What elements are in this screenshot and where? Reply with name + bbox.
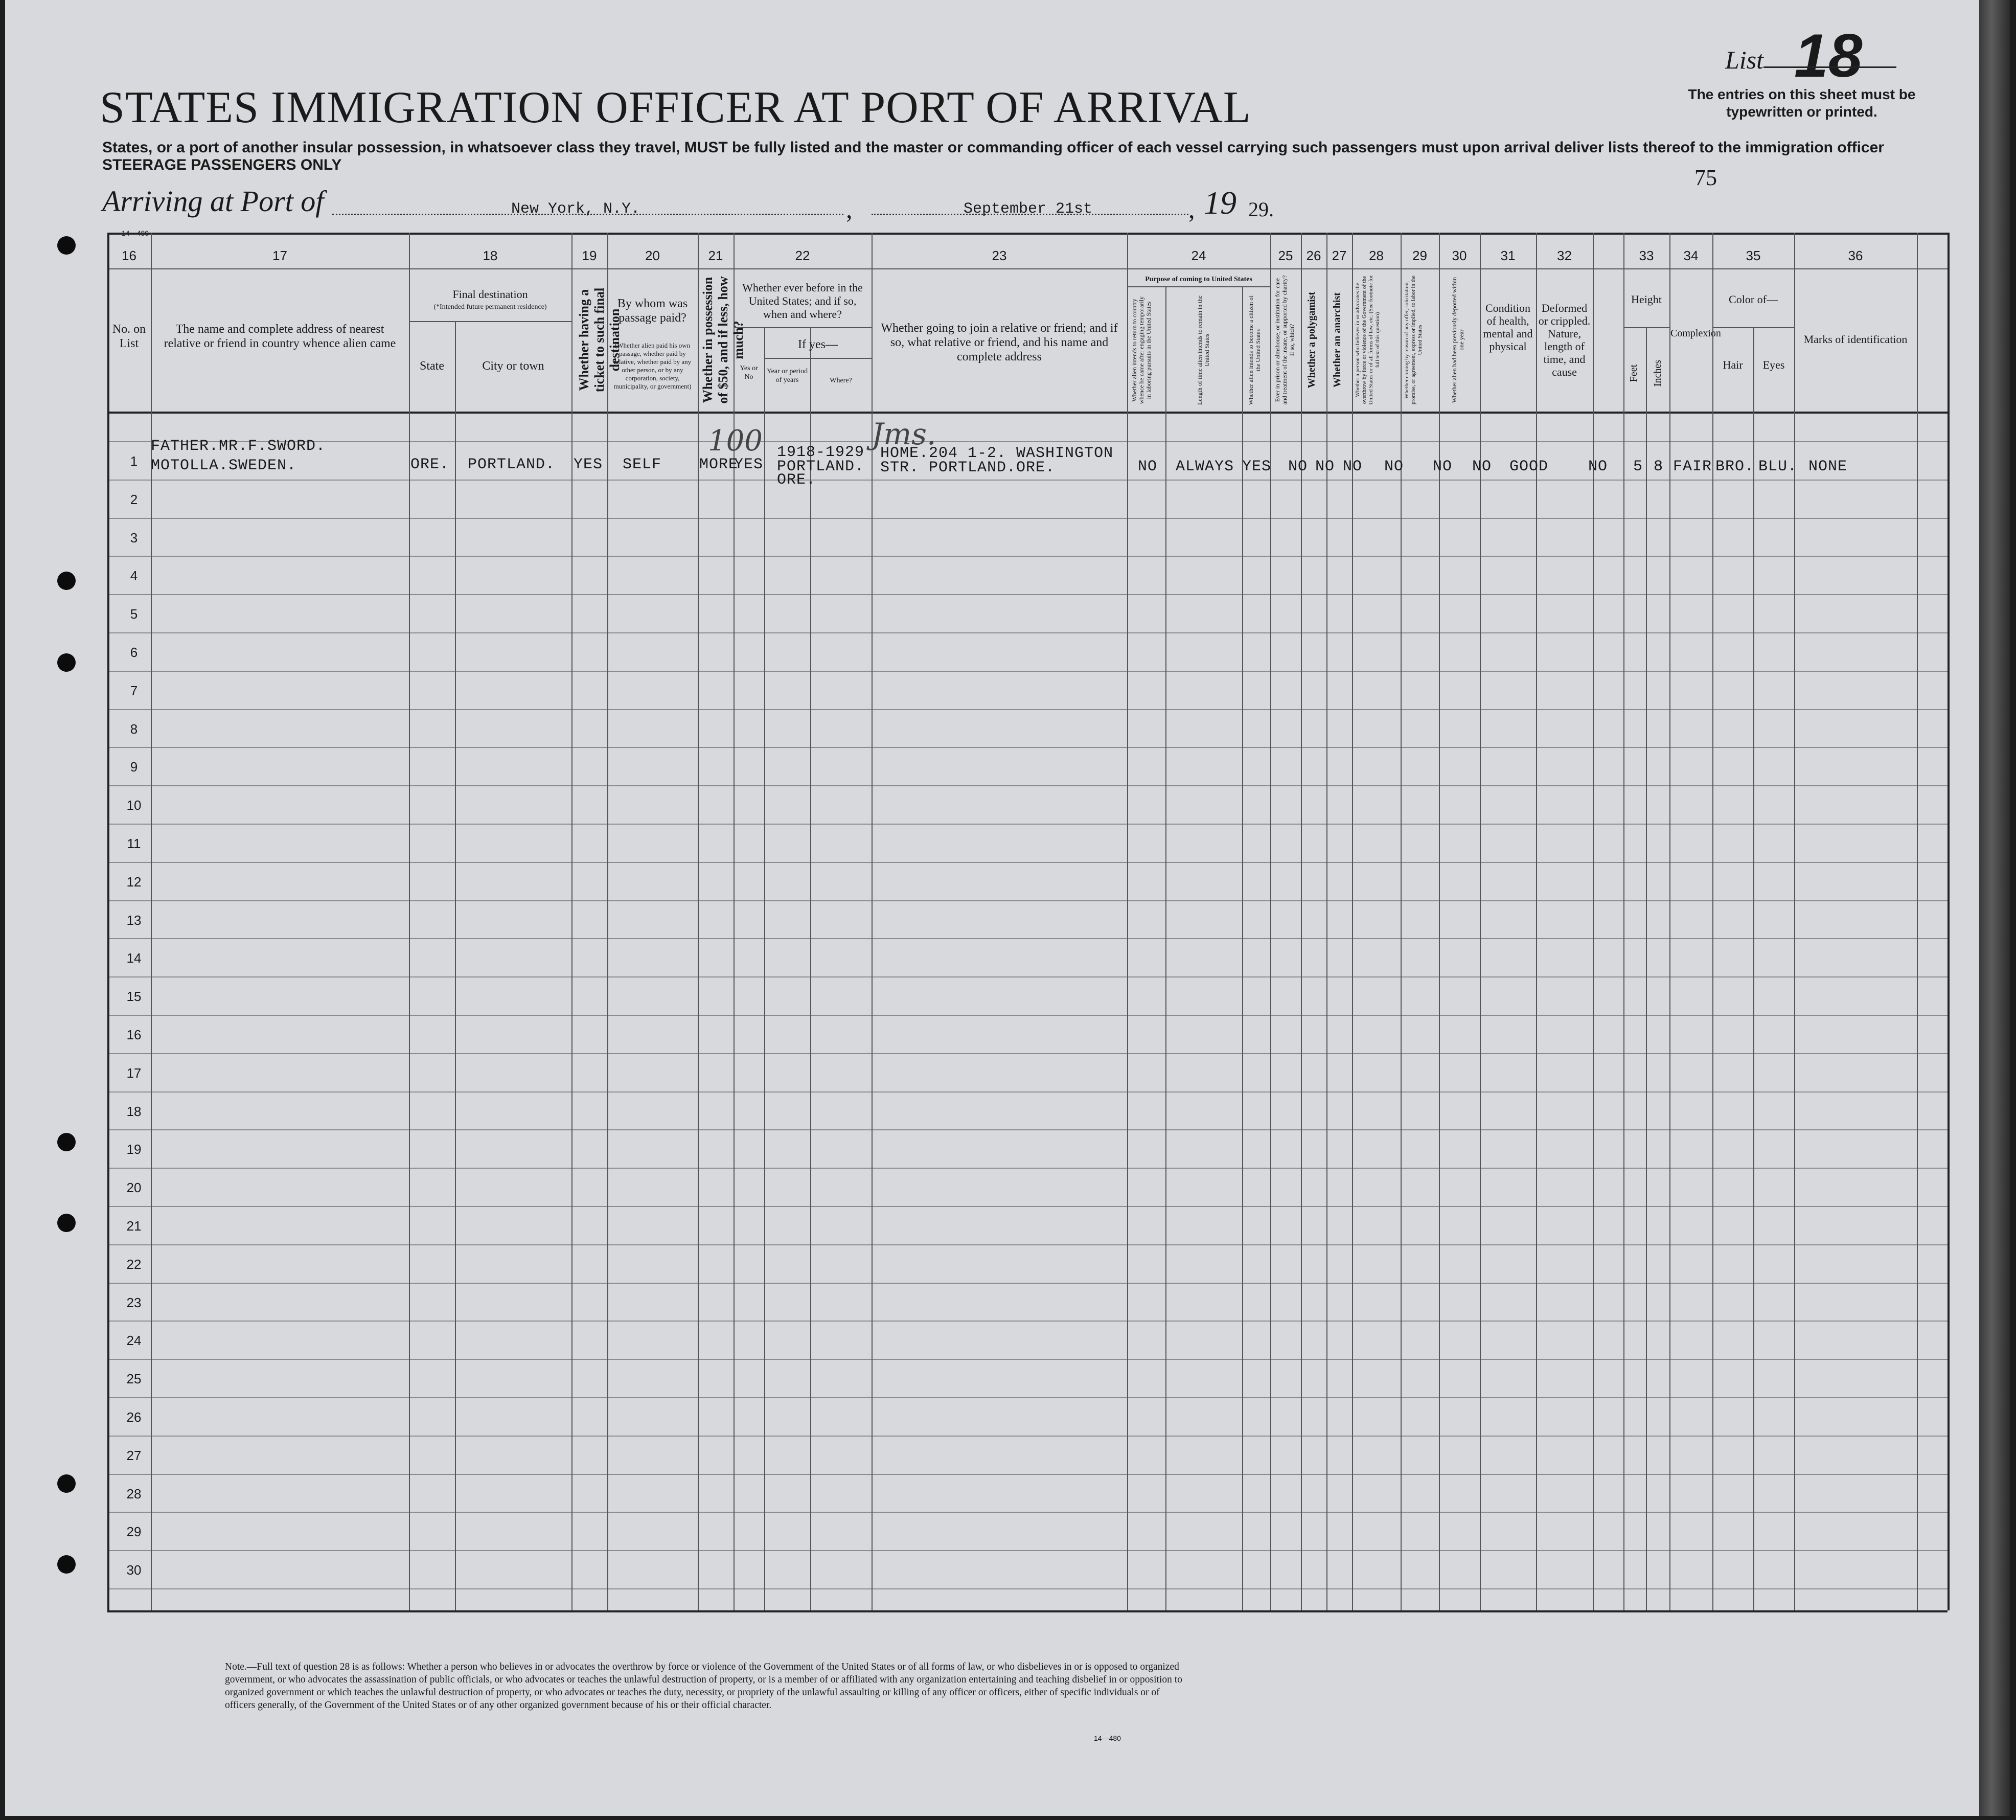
arriving-label: Arriving at Port of [102, 185, 324, 218]
purpose-subrule [1127, 286, 1270, 287]
header-ever-before: Whether ever before in the United States; and if so, when and where? [742, 281, 863, 321]
row-number: 30 [126, 1562, 142, 1578]
health-value: GOOD [1509, 458, 1549, 475]
ever-before-subrule [734, 327, 872, 328]
row-divider [107, 900, 1948, 901]
row-divider [107, 594, 1948, 595]
row-number: 2 [130, 492, 138, 507]
column-number: 18 [483, 248, 498, 263]
binder-hole [57, 1214, 76, 1232]
final-state: ORE. [410, 456, 450, 473]
row-divider [107, 556, 1948, 557]
form-code-top: 14—480 [122, 229, 149, 237]
header-complexion: Complexion [1670, 328, 1721, 339]
row-divider [107, 1397, 1948, 1398]
column-number: 34 [1683, 248, 1699, 263]
row-divider [107, 1512, 1948, 1513]
header-deported: Whether alien had been previously deported within one year [1451, 277, 1465, 403]
header-state: State [420, 359, 444, 373]
form-code-bottom: 14—480 [1094, 1734, 1121, 1742]
table-top-rule [107, 233, 1948, 235]
purpose-return: NO [1138, 458, 1158, 475]
binder-hole [57, 1133, 76, 1151]
before-period: 1918-1929 [777, 444, 865, 461]
header-no-on-list: No. on List [112, 323, 146, 350]
row-divider [107, 441, 1948, 442]
complexion-value: FAIR [1673, 458, 1712, 475]
column-divider [1480, 233, 1481, 1610]
column-number: 32 [1557, 248, 1572, 263]
column-divider [1917, 233, 1918, 1610]
manifest-sheet [5, 0, 1982, 1816]
row-number: 22 [126, 1257, 142, 1272]
column-number: 24 [1191, 248, 1206, 263]
before-where-line-2: ORE. [777, 471, 816, 489]
table-bottom-rule [107, 1610, 1948, 1612]
row-number: 25 [126, 1371, 142, 1386]
header-deformed: Deformed or crippled. Nature, length of time, and cause [1538, 302, 1591, 378]
binder-hole [57, 572, 76, 590]
row-divider [107, 824, 1948, 825]
row-number: 8 [130, 721, 138, 737]
column-divider [1712, 233, 1713, 1610]
comma-1: , [846, 195, 853, 223]
column-number-rule [107, 268, 1948, 269]
column-number: 19 [582, 248, 597, 263]
column-number: 21 [708, 248, 723, 263]
row-divider [107, 785, 1948, 786]
row-number: 13 [126, 913, 142, 928]
row-divider [107, 709, 1948, 710]
if-yes-subrule [764, 358, 872, 359]
column-divider [1401, 233, 1402, 1610]
money-handwritten: 100 [708, 424, 763, 458]
column-divider [1270, 233, 1271, 1610]
binder-hole [57, 653, 76, 672]
final-city: PORTLAND. [468, 456, 556, 473]
column-divider [409, 233, 410, 1610]
deported-value: NO [1472, 458, 1492, 475]
row-number: 23 [126, 1295, 142, 1310]
header-passage-paid: By whom was passage paid? [617, 297, 688, 325]
row-number: 28 [126, 1486, 142, 1502]
column-divider [1439, 233, 1440, 1610]
marks-value: NONE [1808, 458, 1848, 475]
row-divider [107, 1283, 1948, 1284]
header-feet: Feet [1628, 364, 1639, 382]
row-divider [107, 1474, 1948, 1475]
header-anarchist: Whether an anarchist [1332, 292, 1343, 388]
header-period: Year or period of years [766, 368, 808, 384]
column-divider [698, 233, 699, 1610]
column-divider [1753, 327, 1754, 1610]
header-prison: Ever in prison or almshouse, or institution for care and treatment of the insane, or supported by charity? If so, which? [1274, 275, 1295, 405]
row-number: 19 [126, 1142, 142, 1157]
row-divider [107, 480, 1948, 481]
row-number: 27 [126, 1448, 142, 1463]
row-divider [107, 1436, 1948, 1437]
header-inches: Inches [1652, 359, 1663, 387]
column-number: 36 [1848, 248, 1863, 263]
column-divider [1165, 286, 1166, 1610]
column-divider [1301, 233, 1302, 1610]
header-yes-no: Yes or No [740, 365, 758, 381]
header-final-destination-note: (*Intended future permanent residence) [433, 303, 547, 311]
height-inches: 8 [1654, 458, 1664, 475]
paid-by-value: SELF [623, 456, 662, 473]
column-divider [1593, 233, 1594, 1610]
deformed-value: NO [1588, 458, 1608, 475]
column-divider [1646, 327, 1647, 1610]
row-number: 16 [126, 1027, 142, 1042]
column-number: 25 [1278, 248, 1293, 263]
row-divider [107, 976, 1948, 977]
row-divider [107, 1091, 1948, 1093]
purpose-length: ALWAYS [1176, 458, 1234, 475]
relative-line-2: MOTOLLA.SWEDEN. [151, 457, 297, 474]
column-divider [1623, 233, 1624, 1610]
header-health: Condition of health, mental and physical [1483, 302, 1533, 353]
year-suffix: 29. [1248, 198, 1274, 221]
header-where: Where? [830, 377, 852, 384]
list-number: 18 [1794, 21, 1863, 90]
row-number: 17 [126, 1065, 142, 1081]
subtitle-line-2: STEERAGE PASSENGERS ONLY [102, 156, 342, 173]
header-city: City or town [482, 359, 544, 373]
column-divider [1536, 233, 1537, 1610]
row-number: 14 [126, 950, 142, 966]
header-overthrow: Whether a person who believes in or advocates the overthrow by force or violence of the Government of the United States or of all forms of law, etc. (See footnote for full text of this question) [1355, 275, 1381, 405]
row-number: 29 [126, 1524, 142, 1539]
column-number: 17 [272, 248, 287, 263]
row-number: 11 [127, 836, 141, 851]
row-number: 12 [126, 874, 142, 890]
row-number: 24 [126, 1333, 142, 1348]
row-divider [107, 1244, 1948, 1245]
column-number: 29 [1412, 248, 1427, 263]
row-divider [107, 862, 1948, 863]
row-number: 1 [130, 453, 138, 469]
column-number: 22 [795, 248, 810, 263]
column-divider [1127, 233, 1128, 1610]
row-number: 3 [130, 530, 138, 545]
row-divider [107, 1359, 1948, 1360]
row-divider [107, 671, 1948, 672]
year-prefix: 19 [1204, 185, 1236, 221]
list-label: List [1725, 46, 1764, 74]
column-divider [107, 233, 109, 1610]
column-number: 23 [992, 248, 1007, 263]
header-money: Whether in possession of $50, and if less, how much? [700, 276, 746, 404]
row-divider [107, 1206, 1948, 1207]
row-divider [107, 938, 1948, 939]
join-line-2: STR. PORTLAND.ORE. [880, 459, 1056, 476]
header-final-destination: Final destination [452, 288, 528, 301]
header-polygamist: Whether a polygamist [1306, 291, 1317, 389]
port-of-arrival: New York, N.Y. [511, 200, 640, 218]
row-number: 20 [126, 1180, 142, 1195]
column-number: 30 [1452, 248, 1467, 263]
column-divider [1352, 233, 1353, 1610]
row-divider [107, 518, 1948, 519]
typewritten-note: The entries on this sheet must be typewritten or printed. [1688, 86, 1916, 120]
join-line-1: HOME.204 1-2. WASHINGTON [880, 445, 1114, 462]
column-divider [571, 233, 572, 1610]
subtitle-line-1: States, or a port of another insular possession, in whatsoever class they travel, MUST be fully listed and the master or commanding officer of each vessel carrying such passengers must upon arrival deliver lists thereof to the immigration officer [102, 139, 1884, 156]
column-divider [1242, 286, 1243, 1610]
column-divider [1669, 233, 1670, 1610]
before-yes-no: YES [734, 456, 764, 473]
header-purpose-length: Length of time alien intends to remain in the United States [1196, 295, 1210, 405]
header-passage-paid-note: (Whether alien paid his own passage, whether paid by relative, whether paid by any other person, or by any corporation, society, municipality, or government) [613, 342, 692, 390]
prison-value: NO [1288, 458, 1308, 475]
column-divider [1326, 233, 1327, 1610]
binder-hole [57, 1474, 76, 1493]
header-bottom-rule [107, 412, 1948, 414]
join-handwritten: Jms. [872, 417, 936, 451]
before-where-line-1: PORTLAND. [777, 458, 865, 475]
row-divider [107, 1015, 1948, 1016]
column-divider [1948, 233, 1950, 1610]
labor-offer-value: NO [1433, 458, 1453, 475]
row-number: 4 [130, 568, 138, 583]
header-eyes: Eyes [1762, 358, 1785, 371]
row-number: 5 [130, 606, 138, 622]
overthrow-value: NO [1384, 458, 1404, 475]
header-ticket: Whether having a ticket to such final destination [577, 287, 622, 393]
row-divider [107, 1129, 1948, 1130]
header-purpose-citizen: Whether alien intends to become a citizen of the United States [1247, 295, 1262, 405]
column-number: 35 [1746, 248, 1761, 263]
binder-hole [57, 236, 76, 255]
purpose-citizen: YES [1242, 458, 1272, 475]
row-divider [107, 632, 1948, 633]
row-number: 15 [126, 989, 142, 1004]
header-hair: Hair [1723, 358, 1743, 371]
header-color-of: Color of— [1729, 293, 1778, 306]
arrival-date: September 21st [964, 200, 1093, 218]
row-divider [107, 1321, 1948, 1322]
polygamist-value: NO [1315, 458, 1335, 475]
row-number: 7 [130, 683, 138, 698]
column-number: 26 [1306, 248, 1321, 263]
binder-hole [57, 1555, 76, 1574]
anarchist-value: NO [1343, 458, 1363, 475]
row-number: 6 [130, 645, 138, 660]
row-divider [107, 1550, 1948, 1551]
header-labor-offer: Whether coming by reason of any offer, solicitation, promise, or agreement, express or implied, to labor in the United States [1404, 275, 1423, 405]
relative-line-1: FATHER.MR.F.SWORD. [151, 438, 326, 455]
header-purpose-return: Whether alien intends to return to country whence he came after engaging temporarily in laboring pursuits in the United States [1131, 296, 1152, 404]
row-divider [107, 1588, 1948, 1589]
list-underline [1763, 66, 1896, 68]
column-divider [607, 233, 608, 1610]
column-number: 27 [1332, 248, 1347, 263]
height-feet: 5 [1633, 458, 1643, 475]
column-number: 28 [1369, 248, 1384, 263]
hair-value: BRO. [1715, 458, 1755, 475]
column-divider [810, 327, 811, 1610]
column-divider [764, 327, 765, 1610]
header-height: Height [1631, 293, 1662, 306]
column-number: 16 [122, 248, 136, 263]
row-number: 10 [126, 798, 142, 813]
row-divider [107, 1168, 1948, 1169]
column-number: 33 [1639, 248, 1654, 263]
row-number: 18 [126, 1104, 142, 1119]
header-purpose: Purpose of coming to United States [1145, 276, 1252, 283]
sheet-stamp-number: 75 [1694, 165, 1717, 190]
column-number: 31 [1500, 248, 1516, 263]
comma-2: , [1188, 195, 1195, 223]
column-divider [455, 321, 456, 1610]
header-join-relative: Whether going to join a relative or friend; and if so, what relative or friend, and his name and complete address [881, 322, 1118, 363]
row-divider [107, 1053, 1948, 1054]
header-nearest-relative: The name and complete address of nearest relative or friend in country whence alien came [164, 323, 396, 350]
destination-subrule [409, 321, 571, 322]
row-divider [107, 747, 1948, 748]
ticket-value: YES [574, 456, 603, 473]
row-number: 26 [126, 1409, 142, 1425]
header-if-yes: If yes— [798, 338, 838, 351]
header-marks: Marks of identification [1803, 333, 1908, 346]
row-number: 9 [130, 759, 138, 775]
column-divider [1794, 233, 1795, 1610]
eyes-value: BLU. [1758, 458, 1798, 475]
binding-edge [1979, 0, 2010, 1816]
money-value: MORE [699, 456, 739, 473]
page-title: STATES IMMIGRATION OFFICER AT PORT OF ARRIVAL [100, 83, 1251, 132]
footnote-question-28: Note.—Full text of question 28 is as follows: Whether a person who believes in or advocates the overthrow by force or violence of the Government of the United States or of all forms of law, or who disbelieves in or is opposed to organized government, or who advocates the assassination of public officials, or who advocates or teaches the unlawful destruction of property, or is a member of or affiliated with any organization entertaining and teaching disbelief in or opposition to organized government or which teaches the unlawful destruction of property, or who advocates or teaches the duty, necessity, or propriety of the unlawful assaulting or killing of any officer or officers, either of specific individuals or of officers generally, of the Government of the United States or of any other organized government because of his or their official character. [225, 1662, 1182, 1711]
row-number: 21 [126, 1218, 142, 1234]
column-number: 20 [645, 248, 660, 263]
